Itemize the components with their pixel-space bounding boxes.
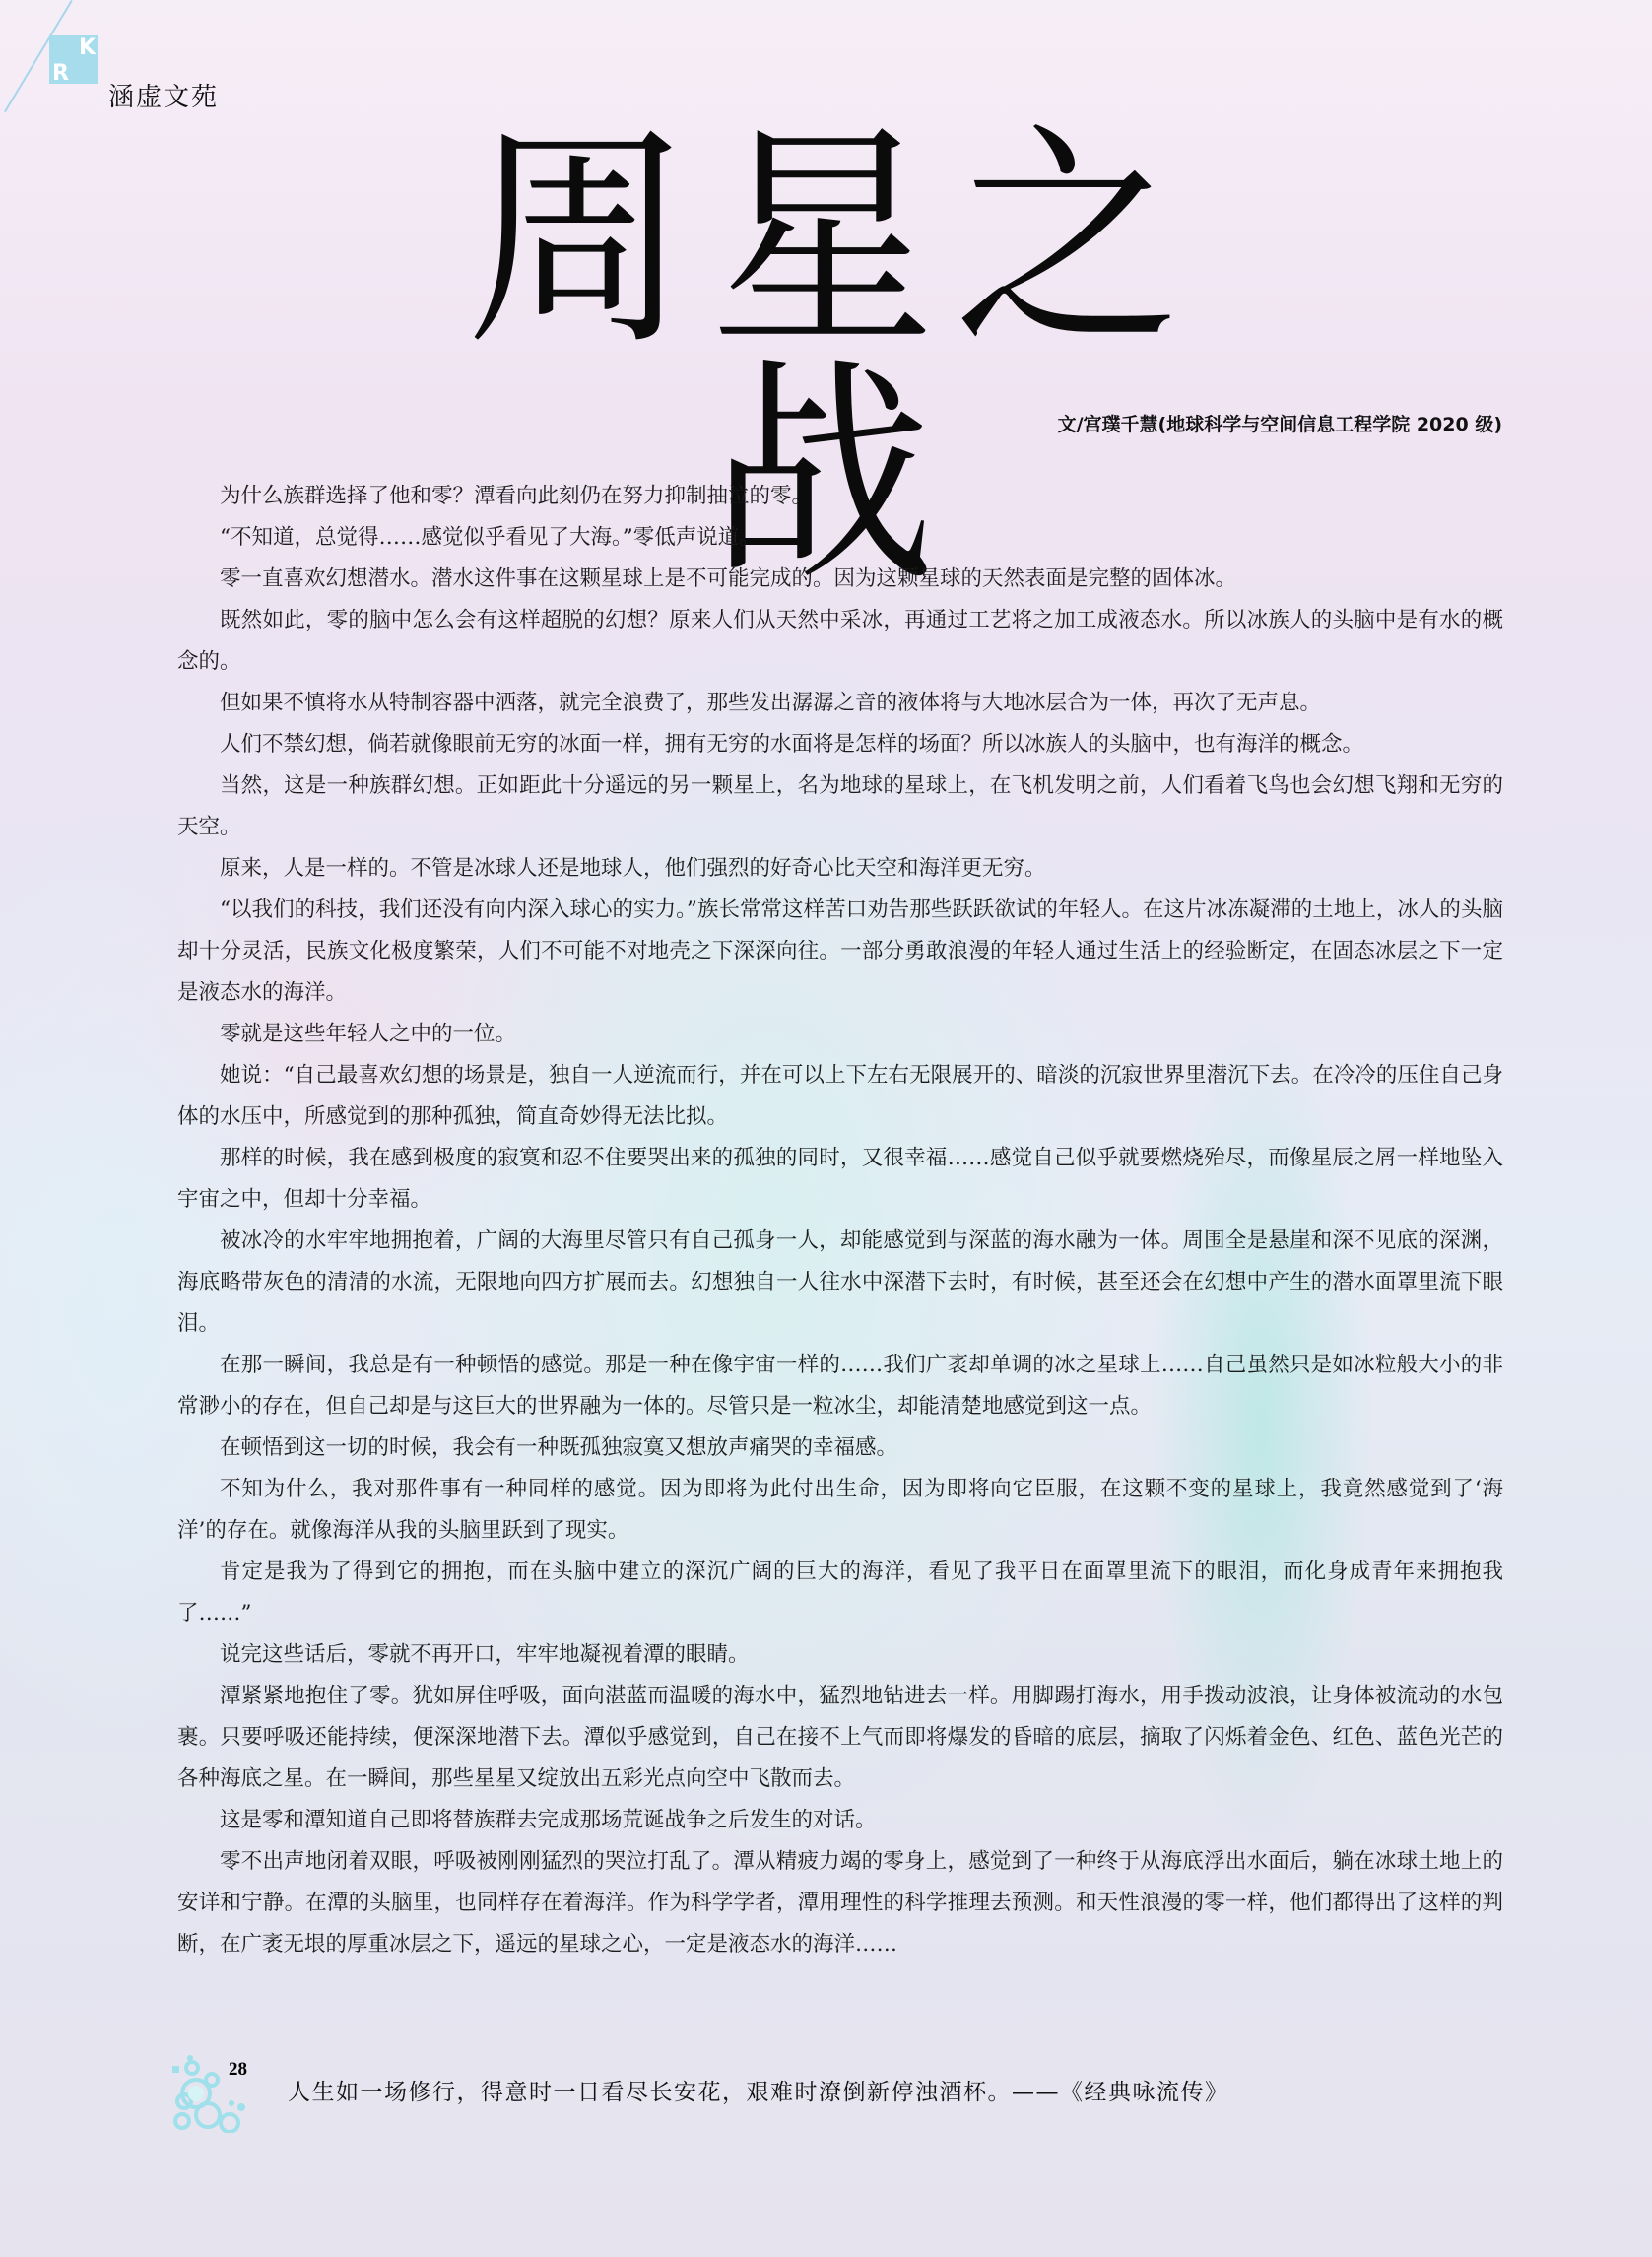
paragraph: 零就是这些年轻人之中的一位。 <box>220 1022 517 1046</box>
paragraph: 潭紧紧地抱住了零。犹如屏住呼吸，面向湛蓝而温暖的海水中，猛烈地钻进去一样。用脚踢打海水，用手拨动波浪，让身体被流动的水包裹。只要呼吸还能持续，便深深地潜下去。潭似乎感觉到，自己在接不上气而即将爆发的昏暗的底层，摘取了闪烁着金色、红色、蓝色光芒的各种海底之星。在一瞬间，那些星星又绽放出五彩光点向空中飞散而去。 <box>177 1684 1503 1791</box>
paragraph: 在顿悟到这一切的时候，我会有一种既孤独寂寞又想放声痛哭的幸福感。 <box>220 1435 898 1460</box>
paragraph: 被冰冷的水牢牢地拥抱着，广阔的大海里尽管只有自己孤身一人，却能感觉到与深蓝的海水融为一体。周围全是悬崖和深不见底的深渊，海底略带灰色的清清的水流，无限地向四方扩展而去。幻想独自一人往水中深潜下去时，有时候，甚至还会在幻想中产生的潜水面罩里流下眼泪。 <box>177 1228 1503 1336</box>
article-title: 周星之战 <box>466 101 1199 614</box>
logo-letter-k: K <box>78 35 96 60</box>
paragraph: 不知为什么，我对那件事有一种同样的感觉。因为即将为此付出生命，因为即将向它臣服，在这颗不变的星球上，我竟然感觉到了‘海洋’的存在。就像海洋从我的头脑里跃到了现实。 <box>177 1477 1503 1543</box>
paragraph: 那样的时候，我在感到极度的寂寞和忍不住要哭出来的孤独的同时，又很幸福……感觉自己似乎就要燃烧殆尽，而像星辰之屑一样地坠入宇宙之中，但却十分幸福。 <box>177 1146 1503 1212</box>
column-name: 涵虚文苑 <box>108 83 220 112</box>
paragraph: 这是零和潭知道自己即将替族群去完成那场荒诞战争之后发生的对话。 <box>220 1808 877 1832</box>
paragraph: 零一直喜欢幻想潜水。潜水这件事在这颗星球上是不可能完成的。因为这颗星球的天然表面是完整的固体冰。 <box>220 566 1237 591</box>
paragraph: 肯定是我为了得到它的拥抱，而在头脑中建立的深沉广阔的巨大的海洋，看见了我平日在面罩里流下的眼泪，而化身成青年来拥抱我了……” <box>177 1560 1503 1626</box>
article-body <box>177 476 1503 1965</box>
paragraph: 说完这些话后，零就不再开口，牢牢地凝视着潭的眼睛。 <box>220 1642 750 1667</box>
paragraph: 人们不禁幻想，倘若就像眼前无穷的冰面一样，拥有无穷的水面将是怎样的场面？所以冰族人的头脑中，也有海洋的概念。 <box>220 732 1364 757</box>
logo-letter-r: R <box>52 61 69 86</box>
paragraph: 既然如此，零的脑中怎么会有这样超脱的幻想？原来人们从天然中采冰，再通过工艺将之加工成液态水。所以冰族人的头脑中是有水的概念的。 <box>177 608 1503 674</box>
footer-quote: 人生如一场修行，得意时一日看尽长安花，艰难时潦倒新停浊酒杯。——《经典咏流传》 <box>288 2080 1229 2105</box>
page-number: 28 <box>229 2059 247 2080</box>
paragraph: 但如果不慎将水从特制容器中洒落，就完全浪费了，那些发出潺潺之音的液体将与大地冰层合为一体，再次了无声息。 <box>220 691 1322 715</box>
paragraph: 在那一瞬间，我总是有一种顿悟的感觉。那是一种在像宇宙一样的……我们广袤却单调的冰之星球上……自己虽然只是如冰粒般大小的非常渺小的存在，但自己却是与这巨大的世界融为一体的。尽管只是一粒冰尘，却能清楚地感觉到这一点。 <box>177 1353 1503 1419</box>
paragraph: “不知道，总觉得……感觉似乎看见了大海。”零低声说道。 <box>220 525 760 550</box>
paragraph: 原来，人是一样的。不管是冰球人还是地球人，他们强烈的好奇心比天空和海洋更无穷。 <box>220 856 1046 881</box>
article-byline: 文/宫璞千慧(地球科学与空间信息工程学院 2020 级) <box>1057 414 1502 435</box>
paragraph: 为什么族群选择了他和零？潭看向此刻仍在努力抑制抽泣的零。 <box>220 484 814 508</box>
paragraph: “以我们的科技，我们还没有向内深入球心的实力。”族长常常这样苦口劝告那些跃跃欲试的年轻人。在这片冰冻凝滞的土地上，冰人的头脑却十分灵活，民族文化极度繁荣，人们不可能不对地壳之下深深向往。一部分勇敢浪漫的年轻人通过生活上的经验断定，在固态冰层之下一定是液态水的海洋。 <box>177 897 1503 1005</box>
paragraph: 零不出声地闭着双眼，呼吸被刚刚猛烈的哭泣打乱了。潭从精疲力竭的零身上，感觉到了一种终于从海底浮出水面后，躺在冰球土地上的安详和宁静。在潭的头脑里，也同样存在着海洋。作为科学学者，潭用理性的科学推理去预测。和天性浪漫的零一样，他们都得出了这样的判断，在广袤无垠的厚重冰层之下，遥远的星球之心，一定是液态水的海洋…… <box>177 1849 1503 1957</box>
paragraph: 她说：“自己最喜欢幻想的场景是，独自一人逆流而行，并在可以上下左右无限展开的、暗淡的沉寂世界里潜沉下去。在冷冷的压住自己身体的水压中，所感觉到的那种孤独，简直奇妙得无法比拟。 <box>177 1063 1503 1129</box>
paragraph: 当然，这是一种族群幻想。正如距此十分遥远的另一颗星上，名为地球的星球上，在飞机发明之前，人们看着飞鸟也会幻想飞翔和无穷的天空。 <box>177 773 1503 839</box>
column-logo-icon <box>49 35 98 84</box>
